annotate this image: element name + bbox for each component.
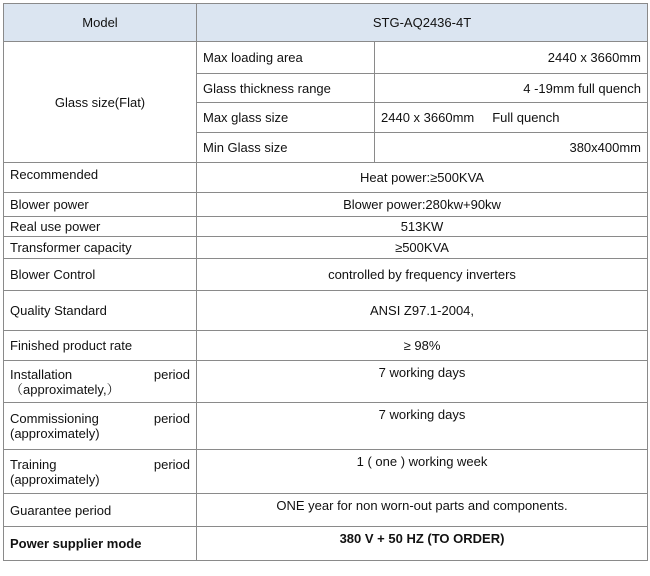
glass-row-label: Min Glass size: [197, 133, 375, 163]
spec-value: ≥500KVA: [197, 237, 648, 259]
spec-table: [3, 3, 648, 561]
spec-label: Guarantee period: [4, 494, 197, 527]
spec-value: ANSI Z97.1-2004,: [197, 291, 648, 331]
spec-label: [4, 361, 197, 403]
spec-label: Quality Standard: [4, 291, 197, 331]
spec-value: Blower power:280kw+90kw: [197, 193, 648, 217]
spec-label-line2: （approximately,）: [10, 381, 120, 397]
spec-label-line1: Commissioning period: [10, 411, 190, 426]
table-row: [4, 331, 648, 361]
spec-value: 1 ( one ) working week: [197, 450, 648, 494]
spec-label-line2: (approximately): [10, 426, 100, 441]
table-row: [4, 361, 648, 403]
table-row: [4, 403, 648, 450]
spec-label: Transformer capacity: [4, 237, 197, 259]
spec-label: [4, 403, 197, 450]
spec-value: 7 working days: [197, 361, 648, 403]
glass-size-label: Glass size(Flat): [4, 42, 197, 163]
spec-label-line2: (approximately): [10, 471, 100, 487]
model-label: Model: [4, 4, 197, 42]
spec-value: controlled by frequency inverters: [197, 259, 648, 291]
spec-label: Real use power: [4, 217, 197, 237]
spec-label: Recommended: [4, 163, 197, 193]
spec-value: 7 working days: [197, 403, 648, 450]
table-row: [4, 193, 648, 217]
table-row: [4, 237, 648, 259]
table-row: [4, 494, 648, 527]
spec-value: ONE year for non worn-out parts and components.: [197, 494, 648, 527]
table-row: [4, 42, 648, 74]
glass-row-label: Glass thickness range: [197, 74, 375, 103]
table-row: [4, 291, 648, 331]
max-glass-size-value: 2440 x 3660mm: [381, 110, 475, 125]
glass-row-value: 4 -19mm full quench: [375, 74, 648, 103]
glass-row-label: Max glass size: [197, 103, 375, 133]
max-glass-size-note: Full quench: [492, 110, 560, 125]
spec-value: Heat power:≥500KVA: [197, 163, 648, 193]
spec-label-line1: Training period: [10, 456, 190, 472]
spec-label: Finished product rate: [4, 331, 197, 361]
spec-label-line1: Installation period: [10, 366, 190, 382]
table-row: [4, 527, 648, 561]
glass-row-value: 2440 x 3660mm: [375, 42, 648, 74]
spec-label: [4, 450, 197, 494]
table-row: [4, 217, 648, 237]
spec-value: 380 V + 50 HZ (TO ORDER): [197, 527, 648, 561]
table-row: [4, 450, 648, 494]
spec-value: ≥ 98%: [197, 331, 648, 361]
model-value: STG-AQ2436-4T: [197, 4, 648, 42]
spec-value: 513KW: [197, 217, 648, 237]
table-header-row: [4, 4, 648, 42]
glass-row-value: [375, 103, 648, 133]
spec-label: Blower power: [4, 193, 197, 217]
table-row: [4, 163, 648, 193]
glass-row-label: Max loading area: [197, 42, 375, 74]
glass-row-value: 380x400mm: [375, 133, 648, 163]
spec-label: Power supplier mode: [4, 527, 197, 561]
table-row: [4, 259, 648, 291]
spec-label: Blower Control: [4, 259, 197, 291]
